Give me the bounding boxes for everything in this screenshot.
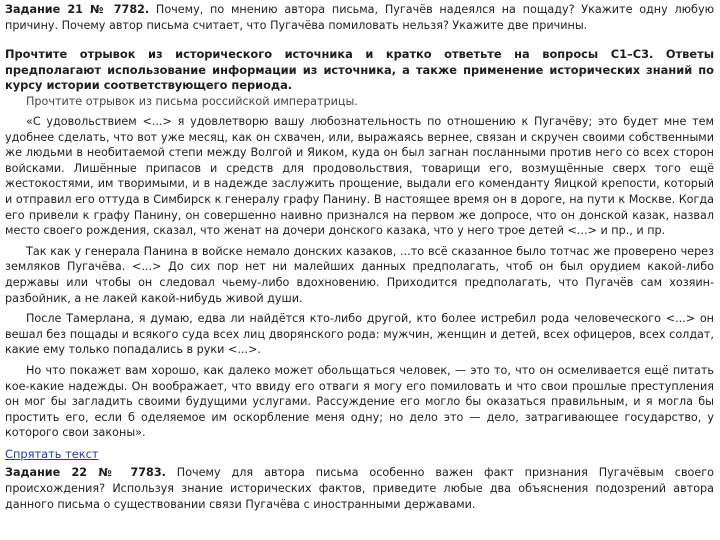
hide-text-link[interactable]: Спрятать текст — [5, 446, 99, 461]
letter-paragraph-3: После Тамерлана, я думаю, едва ли найдётся кто-либо другой, кто более истребил рода человеческого <...> он вешал без пощады и всякого суда всех лиц дворянского рода: мужчин, женщин и детей, всех офицеров, всех солдат, какие ему только попадались в руки <...>. — [5, 312, 714, 357]
task-22-number: Задание 22 № 7783. — [5, 466, 166, 480]
task-21-number: Задание 21 № 7782. — [5, 3, 150, 16]
letter-paragraph-2: Так как у генерала Панина в войске немало донских казаков, ...то всё сказанное было тотчас же проверено через земляков Пугачёва. <...> До сих пор нет ни малейших данных предполагать, чтоб он был орудием какой-либо державы или чтобы он следовал чьему-либо вдохновению. Приходится предполагать, что Пугачёв сам хозяин-разбойник, а не лакей какой-нибудь живой души. — [5, 244, 714, 305]
letter-paragraph-4: Но что покажет вам хорошо, как далеко может обольщаться человек, — это то, что он осмеливается ещё питать кое-какие надежды. Он воображает, что ввиду его отваги я могу его помиловать и что свои прошлые преступления он мог бы загладить своими будущими услугами. Рассуждение его могло бы оказаться правильным, и я могла бы простить его, если б оделяемое им оскорбление меня одну; но дело это — дело, затрагивающее государство, у которого свои законы». — [5, 363, 714, 440]
instruction: Прочтите отрывок из исторического источника и кратко ответьте на вопросы С1–С3. Ответы предполагают использование информации из источника, а также применение исторических знаний по курсу истории соответствующего периода. — [5, 47, 714, 92]
task-22-text: Почему для автора письма особенно важен факт признания Пугачёвым своего происхождения? Используя знание исторических фактов, приведите любые два объяснения подозрений автора данного письма о существовании связи Пугачёва с иностранными державами. — [5, 466, 714, 511]
task-22 — [5, 465, 714, 512]
source-title: Прочтите отрывок из письма российской императрицы. — [26, 95, 358, 109]
letter-paragraph-1: «С удовольствием <...> я удовлетворю вашу любознательность по отношению к Пугачёву; это будет мне тем удобнее сделать, что вот уже месяц, как он схвачен, или, выражаясь вернее, связан и скручен своими собственными же людьми в необитаемой степи между Волгой и Яиком, куда он был загнан посланными против него со всех сторон войсками. Лишённые припасов и средств для продовольствия, товарищи его, возмущённые сверх того ещё жестокостями, им творимыми, и в надежде заслужить прощение, выдали его коменданту Яицкой крепости, который и отправил его оттуда в Симбирск к генералу графу Панину. В настоящее время он в дороге, на пути к Москве. Когда его привели к графу Панину, он совершенно наивно признался на первом же допросе, что он донской казак, назвал место своего рождения, сказал, что женат на дочери донского казака, что у него трое детей <...> и пр., и пр. — [5, 115, 714, 238]
task-21 — [5, 2, 714, 33]
task-21-text: Почему, по мнению автора письма, Пугачёв надеялся на пощаду? Укажите одну любую причину. Почему автор письма считает, что Пугачёва помиловать нельзя? Укажите две причины. — [5, 3, 714, 32]
